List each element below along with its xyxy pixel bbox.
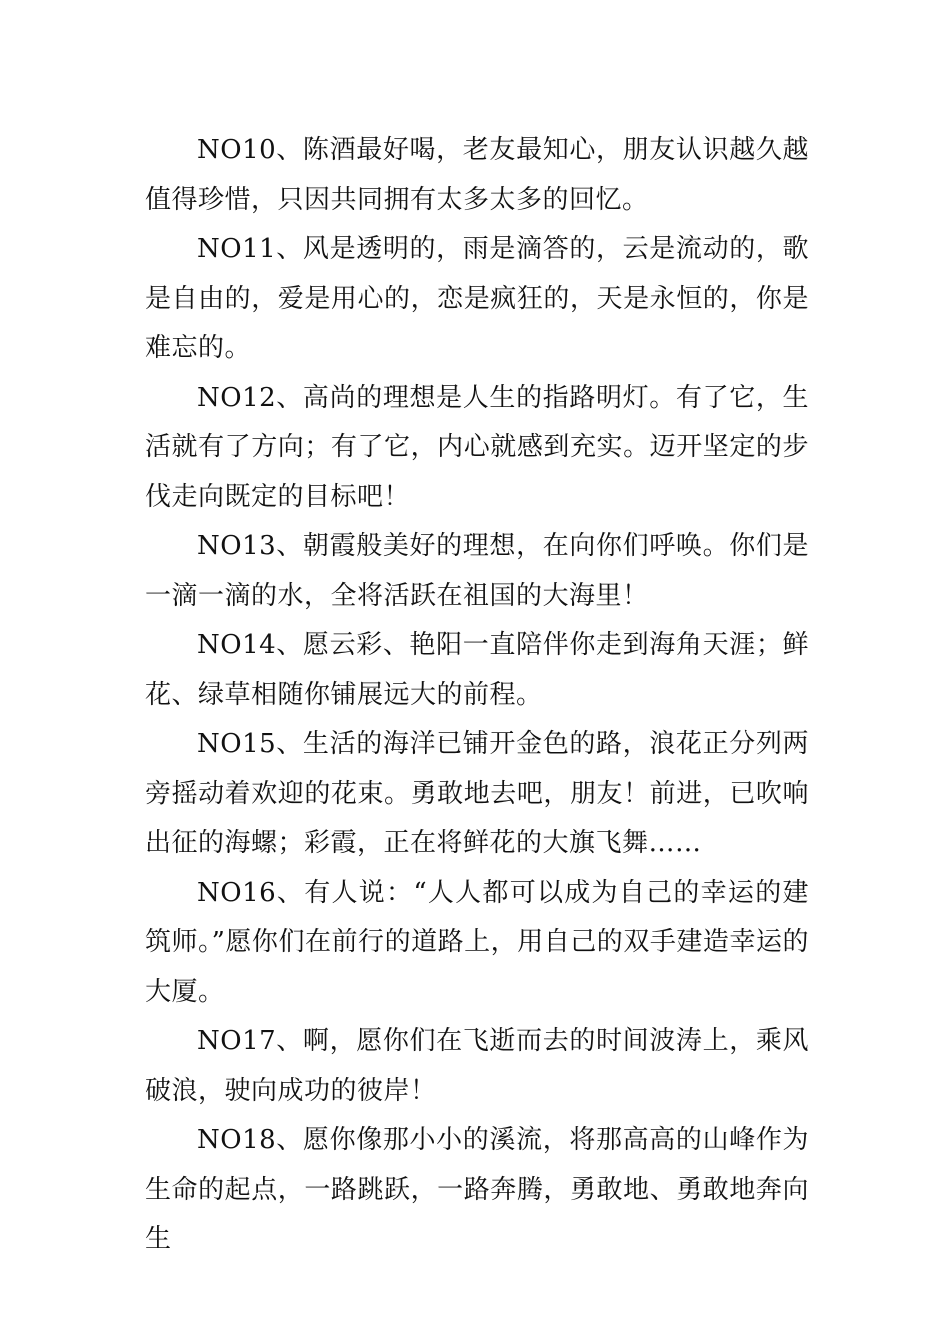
paragraph-no12: NO12、高尚的理想是人生的指路明灯。有了它，生活就有了方向；有了它，内心就感到充实。迈开坚定的步伐走向既定的目标吧！ (145, 382, 809, 512)
paragraph-no10: NO10、陈酒最好喝，老友最知心，朋友认识越久越值得珍惜，只因共同拥有太多太多的回忆。 (145, 135, 809, 215)
paragraph-no15: NO15、生活的海洋已铺开金色的路，浪花正分列两旁摇动着欢迎的花束。勇敢地去吧，朋友！前进，已吹响出征的海螺；彩霞，正在将鲜花的大旗飞舞…… (145, 729, 809, 858)
paragraph-no16: NO16、有人说：“人人都可以成为自己的幸运的建筑师。”愿你们在前行的道路上，用自己的双手建造幸运的大厦。 (145, 877, 809, 1007)
paragraph-no17: NO17、啊，愿你们在飞逝而去的时间波涛上，乘风破浪，驶向成功的彼岸！ (145, 1026, 809, 1106)
paragraph-no14: NO14、愿云彩、艳阳一直陪伴你走到海角天涯；鲜花、绿草相随你铺展远大的前程。 (145, 630, 809, 710)
paragraph-no13: NO13、朝霞般美好的理想，在向你们呼唤。你们是一滴一滴的水，全将活跃在祖国的大海里！ (145, 531, 809, 611)
paragraph-no18: NO18、愿你像那小小的溪流，将那高高的山峰作为生命的起点，一路跳跃，一路奔腾，勇敢地、勇敢地奔向生 (145, 1125, 809, 1254)
paragraph-no11: NO11、风是透明的，雨是滴答的，云是流动的，歌是自由的，爱是用心的，恋是疯狂的，天是永恒的，你是难忘的。 (145, 234, 809, 363)
document-body (145, 126, 809, 1265)
